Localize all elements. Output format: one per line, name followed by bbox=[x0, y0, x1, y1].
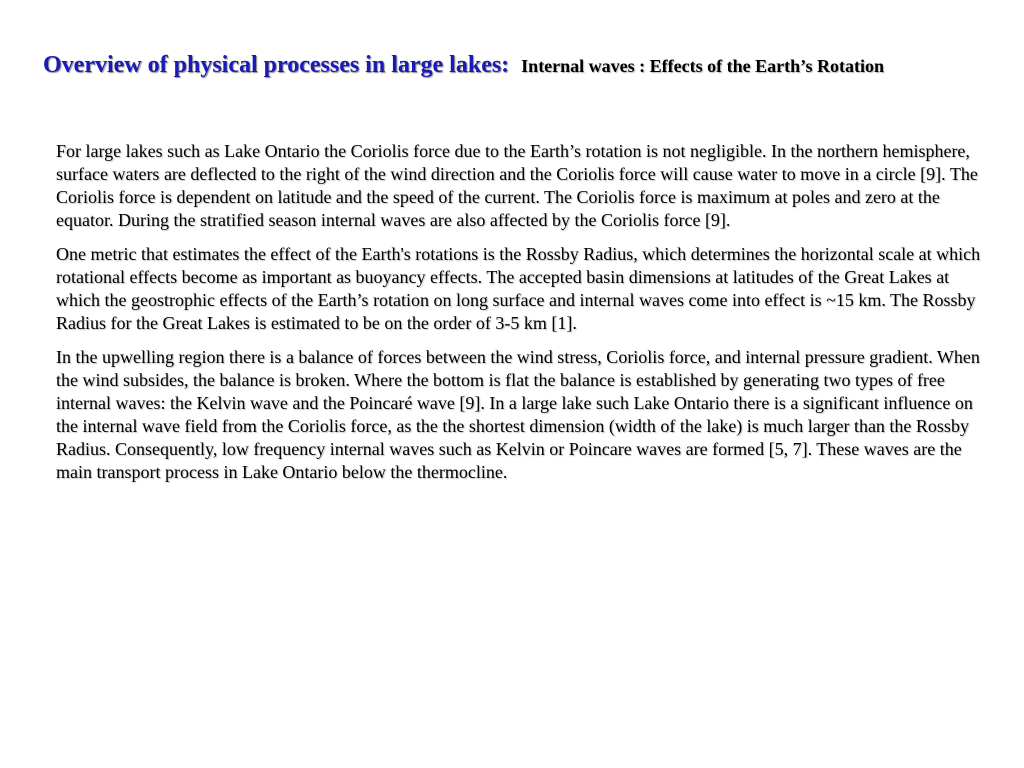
paragraph-upwelling: In the upwelling region there is a balance of forces between the wind stress, Coriolis force, and internal pressure gradient. When the wind subsides, the balance is broken. Where the bottom is flat the balance is established by generating two types of free internal waves: the Kelvin wave and the Poincaré wave [9]. In a large lake such Lake Ontario there is a significant influence on the internal wave field from the Coriolis force, as the the shortest dimension (width of the lake) is much larger than the Rossby Radius. Consequently, low frequency internal waves such as Kelvin or Poincare waves are formed [5, 7]. These waves are the main transport process in Lake Ontario below the thermocline. bbox=[56, 347, 980, 482]
paragraph-coriolis: For large lakes such as Lake Ontario the Coriolis force due to the Earth’s rotation is not negligible. In the northern hemisphere, surface waters are deflected to the right of the wind direction and the Coriolis force will cause water to move in a circle [9]. The Coriolis force is dependent on latitude and the speed of the current. The Coriolis force is maximum at poles and zero at the equator. During the stratified season internal waves are also affected by the Coriolis force [9]. bbox=[56, 141, 978, 230]
paragraph-rossby-radius: One metric that estimates the effect of the Earth's rotations is the Rossby Radius, which determines the horizontal scale at which rotational effects become as important as buoyancy effects. The accepted basin dimensions at latitudes of the Great Lakes at which the geostrophic effects of the Earth’s rotation on long surface and internal waves come into effect is ~15 km. The Rossby Radius for the Great Lakes is estimated to be on the order of 3-5 km [1]. bbox=[56, 244, 981, 333]
title-main: Overview of physical processes in large lakes: bbox=[43, 52, 510, 78]
body-text bbox=[56, 140, 996, 495]
slide-title bbox=[43, 52, 1003, 79]
title-subtitle: Internal waves : Effects of the Earth’s Rotation bbox=[521, 56, 884, 76]
